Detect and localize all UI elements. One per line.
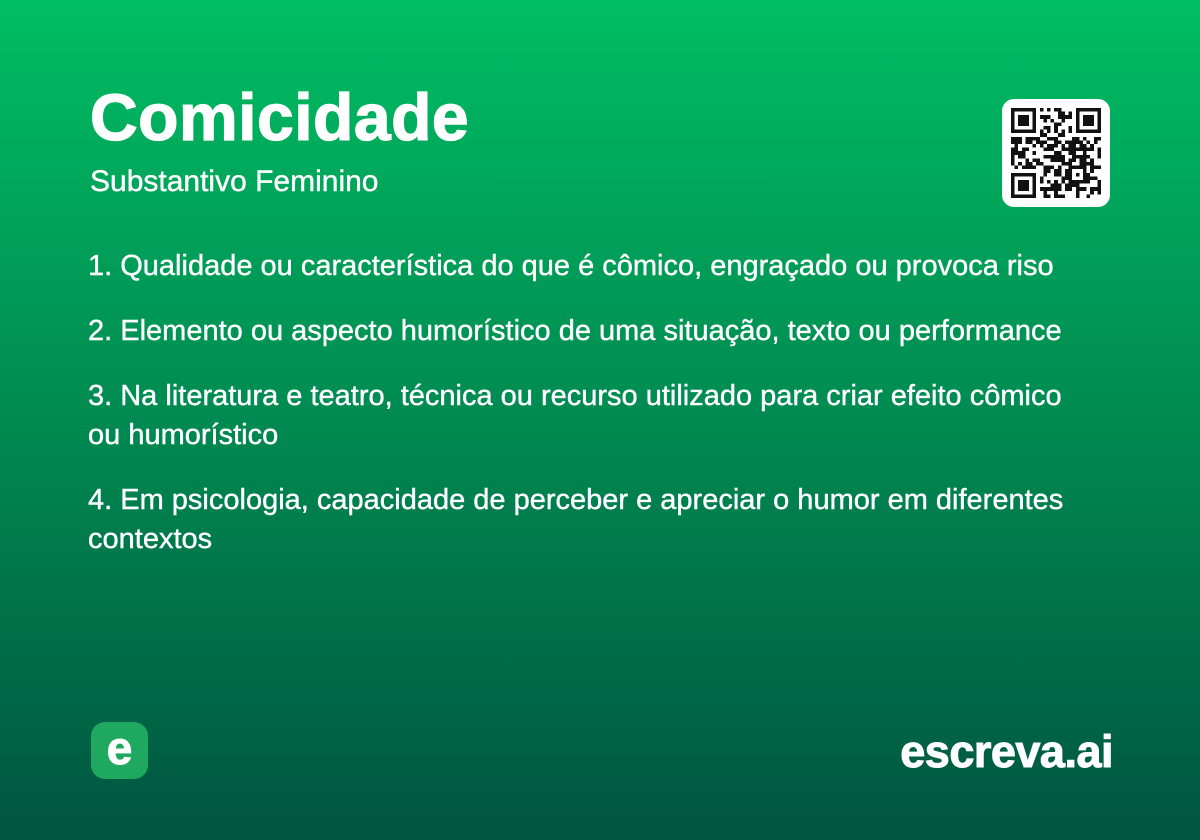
word-subtitle: Substantivo Feminino <box>90 165 379 198</box>
brand-logo-letter: e <box>106 721 133 774</box>
brand-logo-icon <box>91 722 148 779</box>
qr-code-icon <box>1002 99 1110 207</box>
definitions-list <box>88 247 1093 559</box>
definition-item-3: 3. Na literatura e teatro, técnica ou recurso utilizado para criar efeito cômico ou humorístico <box>88 380 1062 451</box>
definition-item-2: 2. Elemento ou aspecto humorístico de uma situação, texto ou performance <box>88 315 1062 347</box>
brand-name: escreva.ai <box>900 726 1113 777</box>
card-header <box>90 80 470 198</box>
qr-pattern <box>1011 108 1101 198</box>
definition-item-4: 4. Em psicologia, capacidade de perceber e apreciar o humor em diferentes contextos <box>88 484 1064 555</box>
definition-item-1: 1. Qualidade ou característica do que é cômico, engraçado ou provoca riso <box>88 250 1054 282</box>
word-title: Comicidade <box>90 80 470 154</box>
